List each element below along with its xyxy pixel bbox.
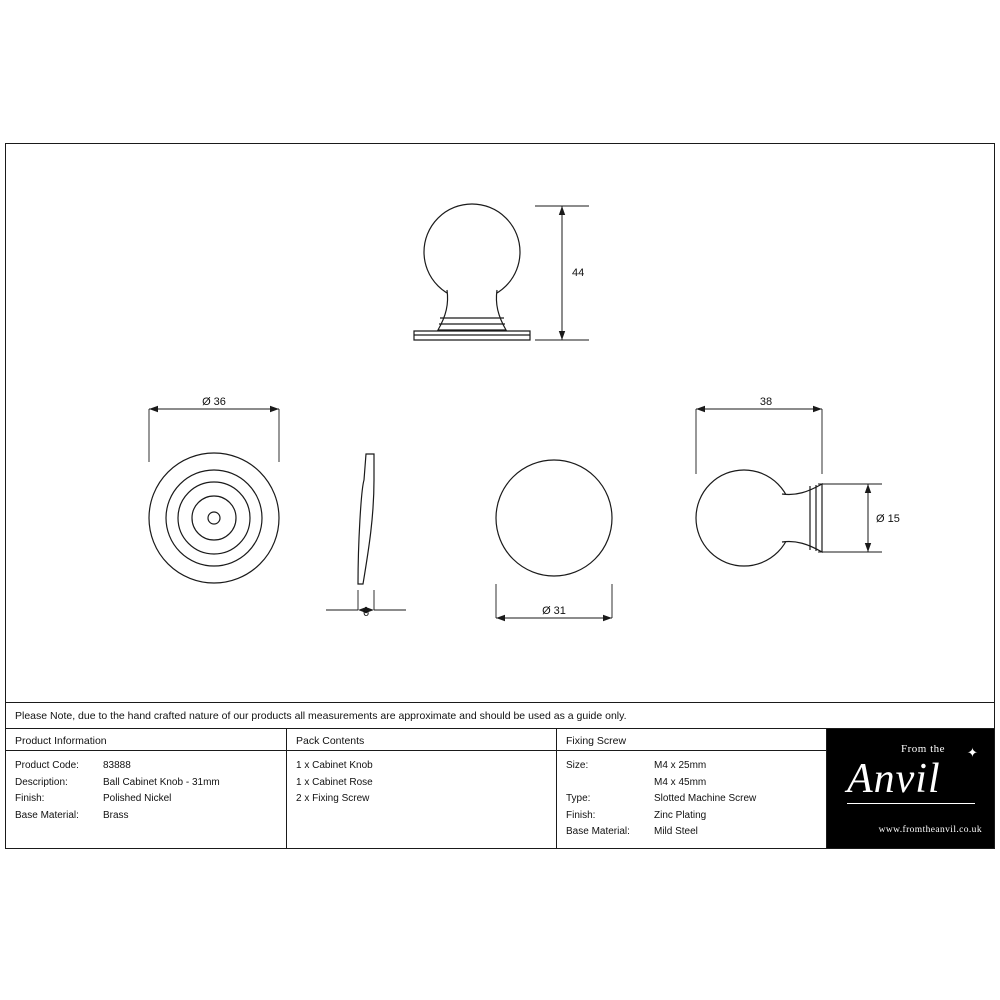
list-item: 1 x Cabinet Knob: [296, 760, 373, 771]
drawing-area: [6, 144, 994, 702]
row-value: Mild Steel: [654, 826, 698, 837]
row-value: 83888: [103, 760, 131, 771]
logo-from-the-text: From the: [901, 743, 946, 755]
dimension-knob-diameter: [496, 584, 612, 621]
row-value: M4 x 45mm: [654, 776, 707, 788]
logo-website-url: www.fromtheanvil.co.uk: [878, 825, 982, 835]
dimension-label-projection: 38: [759, 396, 773, 408]
table-row: [15, 758, 286, 775]
row-label: Finish:: [566, 809, 596, 821]
dimension-label-height: 44: [572, 267, 585, 279]
table-row: [566, 775, 826, 792]
table-row: [15, 808, 286, 825]
row-label: Description:: [15, 776, 68, 788]
measurement-note-text: Please Note, due to the hand crafted nature of our products all measurements are approximate and should be used as a guide only.: [15, 709, 627, 722]
row-value: M4 x 25mm: [654, 760, 707, 771]
rose-side-profile: [358, 454, 374, 584]
table-row: [566, 808, 826, 825]
knob-side-elevation: [414, 204, 530, 340]
list-item: 2 x Fixing Screw: [296, 793, 370, 804]
row-value: Polished Nickel: [103, 793, 172, 804]
knob-front-view: [496, 460, 612, 576]
row-value: Zinc Plating: [654, 809, 707, 821]
table-row: [566, 824, 826, 841]
dimension-label-rose-thickness: 6: [362, 607, 370, 619]
star-icon: ✦: [967, 745, 978, 760]
pack-contents-list: [287, 751, 556, 808]
row-label: Product Code:: [15, 760, 79, 771]
pack-contents-column: [287, 729, 557, 848]
product-information-rows: [6, 751, 286, 824]
pack-contents-heading: Pack Contents: [296, 735, 365, 747]
table-row: [15, 791, 286, 808]
product-drawing-svg: [6, 144, 994, 702]
table-row: [566, 758, 826, 775]
knob-side-view-rotated: [696, 470, 822, 566]
dimension-label-stem-diameter: Ø 15: [876, 513, 900, 525]
row-value: Brass: [103, 809, 129, 821]
row-value: Ball Cabinet Knob - 31mm: [103, 776, 220, 788]
technical-drawing-sheet: [5, 143, 995, 849]
dimension-label-knob-diameter: Ø 31: [542, 605, 566, 617]
row-label: Base Material:: [566, 826, 630, 837]
row-value: Slotted Machine Screw: [654, 793, 757, 804]
row-label: Type:: [566, 793, 591, 804]
table-row: [15, 775, 286, 792]
dimension-label-rose-diameter: Ø 36: [202, 396, 226, 408]
fixing-screw-column: [557, 729, 827, 848]
dimension-height-44: [535, 206, 589, 340]
dimension-projection: [696, 396, 822, 474]
divider: [847, 803, 975, 804]
dimension-rose-thickness: [326, 590, 406, 619]
table-row: [566, 791, 826, 808]
brand-logo-block: [827, 729, 994, 848]
fixing-screw-rows: [557, 751, 826, 841]
row-label: Base Material:: [15, 809, 79, 821]
list-item: 1 x Cabinet Rose: [296, 776, 373, 788]
fixing-screw-heading: Fixing Screw: [566, 735, 627, 747]
row-label: Finish:: [15, 793, 45, 804]
row-label: Size:: [566, 760, 589, 771]
product-information-heading: Product Information: [15, 735, 107, 747]
specification-table: [6, 729, 994, 848]
product-information-column: [6, 729, 287, 848]
logo-brand-name: Anvil: [847, 756, 941, 802]
rose-front-view: [149, 453, 279, 583]
dimension-rose-diameter: [149, 396, 279, 462]
row-label: [566, 775, 654, 792]
measurement-note: [6, 702, 994, 729]
dimension-stem-diameter: [818, 484, 900, 552]
